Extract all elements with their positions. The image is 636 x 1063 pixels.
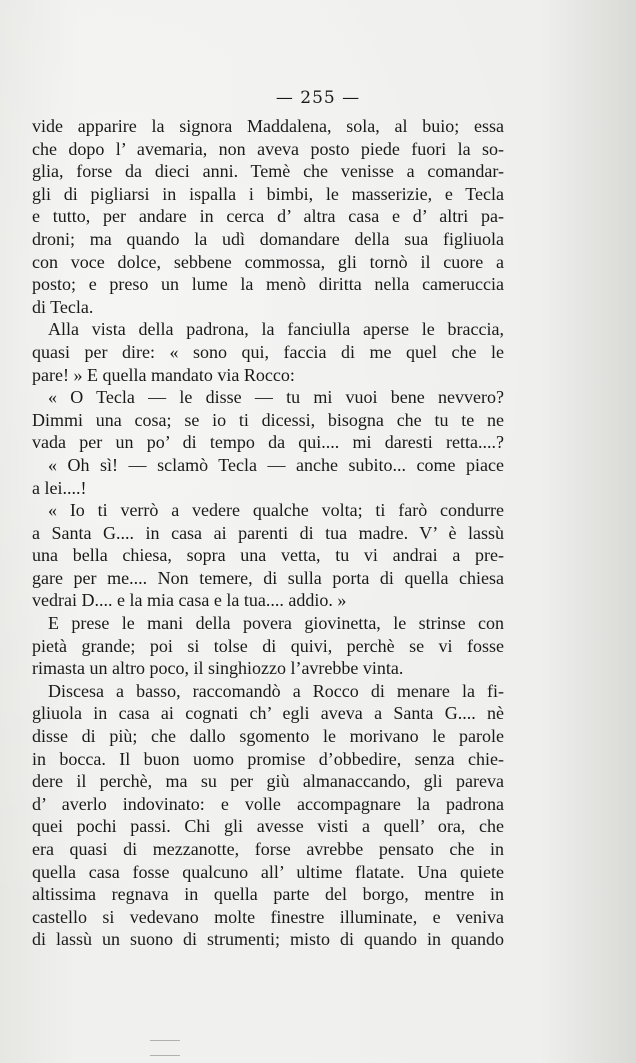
text-line: di lassù un suono di strumenti; misto di quando in quando	[32, 929, 504, 950]
text-line: « O Tecla — le disse — tu mi vuoi bene nevvero?	[48, 387, 504, 408]
text-line: quei pochi passi. Chi gli avesse visti a quell’ ora, che	[32, 816, 504, 837]
text-line: E prese le mani della povera giovinetta, le strinse con	[48, 613, 504, 634]
text-line: « Oh sì! — sclamò Tecla — anche subito... come piace	[48, 454, 504, 475]
text-line: rimasta un altro poco, il singhiozzo l’avrebbe vinta.	[32, 658, 404, 679]
text-line: che dopo l’ avemaria, non aveva posto piede fuori la so-	[32, 138, 504, 159]
text-line: castello si vedevano molte finestre illuminate, e veniva	[32, 906, 504, 927]
text-line: glia, forse da dieci anni. Temè che venisse a comandar-	[32, 161, 504, 182]
text-line: di Tecla.	[32, 296, 94, 317]
text-line: a lei....!	[32, 477, 87, 498]
text-line: gliuola in casa ai cognati ch’ egli aveva a Santa G.... nè	[32, 703, 504, 724]
text-line: Dimmi una cosa; se io ti dicessi, bisogna che tu te ne	[32, 409, 504, 430]
print-mark	[150, 1040, 180, 1056]
text-line: gli di pigliarsi in ispalla i bimbi, le masserizie, e Tecla	[32, 183, 504, 204]
body-text	[32, 115, 504, 951]
text-line: Alla vista della padrona, la fanciulla aperse le braccia,	[48, 319, 504, 340]
text-line: a Santa G.... in casa ai parenti di tua madre. V’ è lassù	[32, 522, 504, 543]
text-line: disse di più; che dallo sgomento le morivano le parole	[32, 726, 504, 747]
text-line: in bocca. Il buon uomo promise d’obbedire, senza chie-	[32, 748, 504, 769]
text-line: pare! » E quella mandato via Rocco:	[32, 364, 295, 385]
text-line: vide apparire la signora Maddalena, sola, al buio; essa	[32, 116, 504, 136]
text-line: droni; ma quando la udì domandare della sua figliuola	[32, 228, 504, 249]
text-line: quella casa fosse qualcuno all’ ultime flatate. Una quiete	[32, 861, 504, 882]
page-number: — 255 —	[275, 88, 361, 108]
text-line: d’ averlo indovinato: e volle accompagnare la padrona	[32, 793, 504, 814]
text-line: pietà grande; poi si tolse di quivi, perchè se vi fosse	[32, 635, 504, 656]
text-line: era quasi di mezzanotte, forse avrebbe pensato che in	[32, 839, 504, 859]
text-line: altissima regnava in quella parte del borgo, mentre in	[32, 884, 504, 905]
text-line: vada per un po’ di tempo da qui.... mi daresti retta....?	[32, 432, 504, 453]
text-line: posto; e preso un lume la menò diritta nella cameruccia	[32, 274, 504, 295]
text-line: vedrai D.... e la mia casa e la tua.... addio. »	[32, 590, 347, 611]
text-line: con voce dolce, sebbene commossa, gli tornò il cuore a	[32, 251, 504, 272]
text-line: « Io ti verrò a vedere qualche volta; ti farò condurre	[48, 500, 504, 521]
text-line: una bella chiesa, sopra una vetta, tu vi andrai a pre-	[32, 545, 504, 566]
text-line: Discesa a basso, raccomandò a Rocco di menare la fi-	[48, 680, 504, 701]
text-line: gare per me.... Non temere, di sulla porta di quella chiesa	[32, 567, 504, 588]
text-line: quasi per dire: « sono qui, faccia di me quel che le	[32, 341, 504, 362]
text-line: e tutto, per andare in cerca d’ altra casa e d’ altri pa-	[32, 206, 504, 227]
text-line: dere il perchè, ma su per giù almanaccando, gli pareva	[32, 771, 504, 792]
